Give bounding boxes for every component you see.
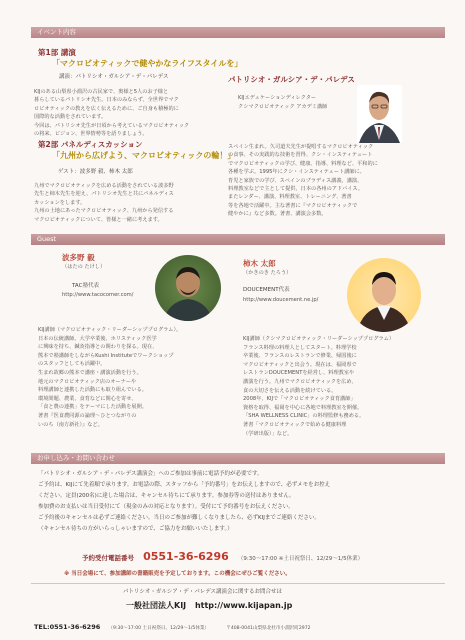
text-line: 講演を行う。九州でマクロビオティックを広め、 bbox=[243, 379, 357, 385]
apply-notice: ※ 当日会場にて、参加講師の書籍販売を予定しております。この機会にぜひご覧ください。 bbox=[64, 571, 291, 577]
text-line: （キャンセル待ちの方がいらっしゃいますので、ご協力をお願いいたします。） bbox=[38, 526, 233, 532]
patricio-photo bbox=[357, 85, 402, 143]
kakinoki-url[interactable]: http://www.doucement.ne.jp/ bbox=[243, 297, 319, 303]
footer-tel-note: （9:30～17:00 土日祝祭日、12/29～1/5休業） bbox=[108, 626, 210, 631]
text-line: レストランDOUCEMENTを経営し、料理教室や bbox=[243, 370, 355, 377]
text-line: KIJ講師（クシマクロビオティック・リーダーシッププログラム） bbox=[243, 336, 395, 342]
apply-header-band bbox=[31, 453, 445, 464]
text-line: 先生と柿木先生を迎え、パトリシオ先生と共にパネルディス bbox=[34, 191, 174, 198]
event-header-band bbox=[31, 27, 445, 38]
text-line: 育児と家族での学び、スペインのブラディス講義、講演、 bbox=[228, 177, 363, 184]
text-line: いのち（南方新社）』など。 bbox=[38, 421, 103, 428]
hatano-name: 波多野 毅 bbox=[62, 253, 95, 262]
text-line: のスタッフとしても活躍中。 bbox=[38, 361, 106, 368]
text-line: 資格を取得、福岡を中心に各地で料理教室を開催。 bbox=[243, 404, 363, 411]
text-line: 国際的な活動をされています。 bbox=[34, 114, 107, 121]
text-line: ご予約は、KIJにて先着順で承ります。お電話の際、スタッフから「予約番号」をお伝えしますので、必ずメモをお控え bbox=[38, 482, 331, 488]
text-line: 九州の土地にあったマクロビオティック、九州から発信する bbox=[34, 208, 174, 215]
text-line: 各種を学ぶ。1995年にクシ・インスティテュート講師に、 bbox=[228, 169, 365, 176]
kakinoki-kana: （かきのき たろう） bbox=[243, 270, 292, 276]
text-line: マクロビオティックについて、皆様と一緒に考えます。 bbox=[34, 216, 163, 223]
kakinoki-role: DOUCEMENT代表 bbox=[243, 287, 290, 293]
text-line: 日本の伝統講師。大学卒業後、ホリスティック医学 bbox=[38, 335, 157, 342]
footer-tel-row bbox=[34, 614, 311, 633]
text-line: マクロビオティックと出会う。現在は、福岡県で bbox=[243, 361, 357, 368]
footer-separator bbox=[31, 583, 445, 584]
text-line: 食の大切さを伝える活動を続けている。 bbox=[243, 387, 337, 394]
part2-guests: ゲスト：波多野 毅、柿木 太郎 bbox=[58, 169, 133, 175]
text-line: スペイン生まれ。久司道夫先生が提唱するマクロビオティック bbox=[228, 144, 374, 150]
text-line: KIJのある山梨県小淵沢の古民家で、奥様と5人のお子様と bbox=[34, 89, 169, 95]
apply-header: お申し込み・お問い合わせ bbox=[37, 454, 115, 462]
text-line: （学研出版）」など。 bbox=[243, 430, 293, 437]
footer-org: 一般社団法人KIJ bbox=[126, 601, 187, 610]
hatano-role: TAC塾代表 bbox=[72, 283, 99, 289]
text-line: 今回は、パトリシオ先生が日頃から考えているマクロビオティック bbox=[34, 122, 190, 129]
text-line: 著書「マクロビオティックで始める健康料理 bbox=[243, 422, 347, 428]
part1-subtitle: 「マクロビオティックで健やかなライフスタイルを」 bbox=[52, 59, 243, 68]
text-line: 「パトリシオ・ガルシア・デ・パレデス講演会」へのご参加は事前に電話予約が必要です。 bbox=[38, 471, 263, 477]
footer-line1: パトリシオ・ガルシア・デ・パレデス講演会に関するお問合せは bbox=[123, 589, 283, 595]
text-line: またレンダー、講演、料理教室、トレーニング、著書 bbox=[228, 194, 352, 201]
part1-speaker: 講演：パトリシオ・ガルシア・デ・パレデス bbox=[59, 74, 169, 80]
text-line: 生まれ故郷の熊本で講座・講演活動を行う。 bbox=[38, 370, 142, 376]
kakinoki-photo bbox=[347, 258, 421, 332]
text-line: でマクロビオティックの学び、健康、指導、料理など、平和的に bbox=[228, 160, 378, 167]
text-line: 環境問題、農業、食育などに関心を寄せ、 bbox=[38, 395, 137, 402]
text-line: 健やかに』など多数。著書、講演会多数。 bbox=[228, 211, 327, 218]
part2-title: 第2部 パネルディスカッション bbox=[38, 140, 143, 149]
hatano-url[interactable]: http://www.tacocomer.com/ bbox=[62, 292, 134, 298]
text-line: 「SHA WELLNESS CLINIC」の料理監修も務める。 bbox=[243, 413, 365, 420]
part1-title: 第1部 講演 bbox=[38, 48, 76, 57]
text-line: カッションをします。 bbox=[34, 199, 86, 206]
patricio-role: KIJエデュケーションディレクター bbox=[238, 95, 317, 101]
text-line: 参加費のお支払いは当日受付にて（現金のみの対応となります）。受付にて予約番号をお伝えください。 bbox=[38, 504, 294, 510]
patricio-name: パトリシオ・ガルシア・デ・パレデス bbox=[228, 75, 355, 84]
text-line: 著書『医食農同源の論理～ひとつながりの bbox=[38, 413, 137, 419]
text-line: の将来、ビジョン、世界情勢等を語りましょう。 bbox=[34, 131, 148, 137]
part2-subtitle: 「九州から広げよう、マクロビオティックの輪！」 bbox=[52, 151, 236, 160]
text-line: ご予約後のキャンセルは必ずご連絡ください。当日のご参加が難しくなりましたら、必ずKIJまでご連絡ください。 bbox=[38, 515, 320, 521]
footer-url[interactable]: http://www.kijapan.jp bbox=[194, 601, 293, 610]
kakinoki-name: 柿木 太郎 bbox=[243, 259, 276, 268]
text-line: 料理教室などで主として提供、日本の各州のアドバイス。 bbox=[228, 186, 363, 192]
phone-number[interactable]: 0551-36-6296 bbox=[143, 550, 229, 563]
guest-header-band bbox=[31, 234, 445, 245]
text-line: 暮らしているパトリシオ先生。日本のみならず、全世界でマク bbox=[34, 97, 179, 104]
text-line: 卒業後、フランスのレストランで修業、帰国後に bbox=[243, 353, 357, 360]
text-line: KIJ講師（マクロビオティック・リーダーシッププログラム）。 bbox=[38, 327, 182, 333]
text-line: 地元のマクロビオティック店のオーナーや bbox=[38, 378, 137, 385]
phone-row bbox=[82, 545, 363, 564]
footer-org-row bbox=[126, 600, 292, 611]
guest-header: Guest bbox=[37, 235, 57, 243]
text-line: 「食と農の連携」をテーマにした活動を展開。 bbox=[38, 404, 147, 411]
footer-address: 〒408-0041山梨県北杜市小淵沢町2972 bbox=[226, 626, 311, 631]
text-line: 2008年、KIJで「マクロビオティック食育講師」 bbox=[243, 396, 356, 403]
text-line: ください。定員(200名)に達した場合は、キャンセル待ちにて承ります。参加券等の送付はありません。 bbox=[38, 493, 295, 499]
hatano-photo bbox=[155, 255, 221, 321]
text-line: の食事、その実践的な技術を習得、クシ・インスティテュート bbox=[228, 152, 373, 159]
phone-label: 予約受付電話番号 bbox=[82, 554, 134, 562]
text-line: フランス料理の料理人としてスタート。料理学校 bbox=[243, 344, 357, 351]
phone-hours: （9:30～17:00 ※土日祝祭日、12/29～1/5休業） bbox=[237, 556, 364, 562]
text-line: に興味を持ち、鍼灸指導との関わりを探る。現在、 bbox=[38, 344, 158, 351]
text-line: 熊本で塾講師をしながらKushi Instituteでワークショップ bbox=[38, 352, 174, 359]
text-line: 等を各地で活躍中。主な著書に『マクロビオティックで bbox=[228, 202, 358, 209]
text-line: ロビオティックの教えを広く伝えるために、ご自身も積極的に bbox=[34, 105, 179, 112]
footer-tel[interactable]: TEL:0551-36-6296 bbox=[34, 623, 101, 631]
hatano-kana: （はたの たけし） bbox=[62, 264, 106, 270]
patricio-org: クシマクロビオティック アカデミ講師 bbox=[238, 104, 328, 110]
text-line: 料理講師と連携した活動にも取り組んでいる。 bbox=[38, 387, 147, 394]
text-line: 九州でマクロビオティックを広める活動をされている波多野 bbox=[34, 183, 174, 189]
event-header: イベント内容 bbox=[37, 28, 76, 36]
